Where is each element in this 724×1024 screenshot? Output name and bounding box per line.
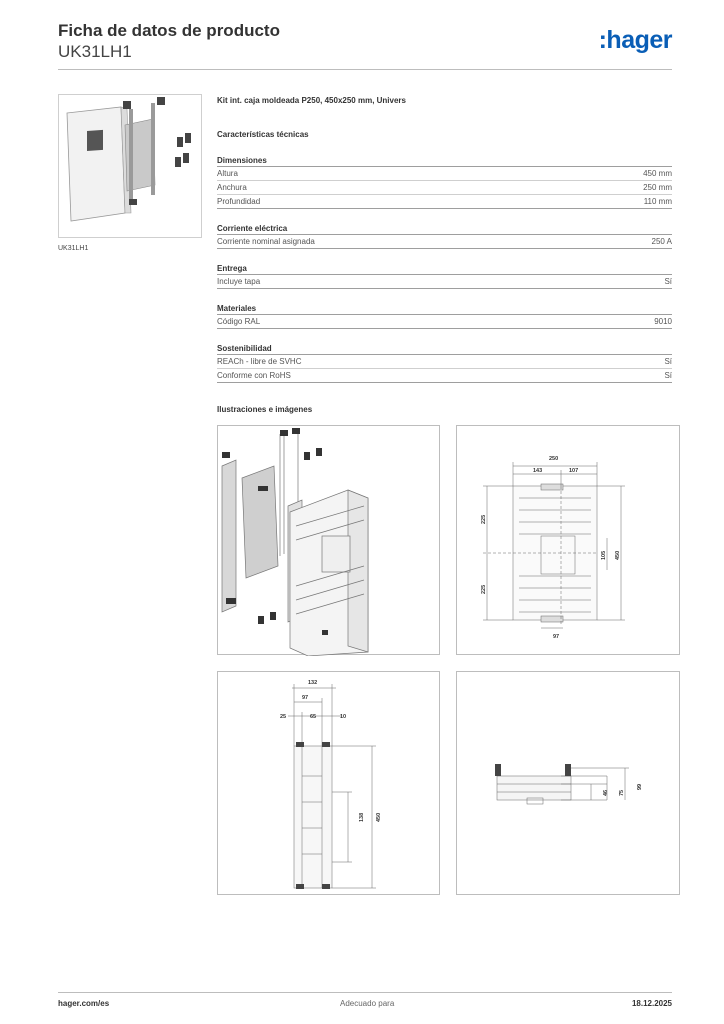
spec-row — [217, 167, 672, 181]
product-reference: UK31LH1 — [58, 42, 132, 61]
spec-row — [217, 315, 672, 329]
dim-c: 10 — [340, 714, 347, 720]
side-dimension-drawing — [217, 671, 440, 895]
dim-lower: 225 — [481, 584, 487, 594]
dim-mid: 97 — [302, 695, 309, 701]
spec-label: Conforme con RoHS — [217, 371, 291, 380]
spec-row — [217, 355, 672, 369]
spec-section-electrical — [217, 223, 672, 249]
dim-bottom: 97 — [553, 634, 560, 640]
dim-top: 132 — [308, 680, 318, 686]
footer-website[interactable]: hager.com/es — [58, 999, 110, 1008]
section-title: Dimensiones — [217, 155, 672, 167]
spec-value: 250 A — [651, 237, 672, 246]
spec-label: Incluye tapa — [217, 277, 261, 286]
spec-value: Sí — [664, 357, 672, 366]
spec-panel — [217, 94, 672, 383]
section-title: Sostenibilidad — [217, 343, 672, 355]
spec-section-dimensions — [217, 155, 672, 209]
spec-row — [217, 275, 672, 289]
section-title: Corriente eléctrica — [217, 223, 672, 235]
spec-value: Sí — [664, 371, 672, 380]
footer-suitable-for: Adecuado para — [340, 999, 395, 1008]
spec-label: Código RAL — [217, 317, 261, 326]
dim-height: 450 — [615, 550, 621, 560]
spec-label: REACh - libre de SVHC — [217, 357, 302, 366]
spec-section-sustainability — [217, 343, 672, 383]
spec-row — [217, 195, 672, 209]
dim-upper: 225 — [481, 514, 487, 524]
exploded-view-image — [217, 425, 440, 655]
dim-width: 250 — [549, 456, 559, 462]
spec-value: Sí — [664, 277, 672, 286]
spec-section-materials — [217, 303, 672, 329]
dim-b: 65 — [310, 714, 317, 720]
specs-heading: Características técnicas — [217, 130, 309, 139]
dim-d2: 75 — [619, 789, 625, 796]
product-image — [58, 94, 202, 238]
spec-value: 110 mm — [643, 197, 672, 206]
spec-row — [217, 369, 672, 383]
dim-d1: 46 — [603, 789, 609, 796]
spec-value: 9010 — [654, 317, 672, 326]
dim-a: 25 — [280, 714, 287, 720]
dim-inner-side: 138 — [359, 812, 365, 822]
footer-date: 18.12.2025 — [631, 999, 672, 1008]
dim-d3: 99 — [637, 783, 643, 790]
spec-value: 450 mm — [643, 169, 672, 178]
spec-row — [217, 235, 672, 249]
page-title: Ficha de datos de producto — [58, 21, 280, 40]
page-footer — [58, 992, 672, 1008]
spec-label: Altura — [217, 169, 238, 178]
dim-inner: 105 — [601, 550, 607, 560]
section-title: Entrega — [217, 263, 672, 275]
illustrations-heading: Ilustraciones e imágenes — [217, 405, 313, 414]
dim-height-side: 450 — [376, 812, 382, 822]
hager-logo: :hager — [598, 26, 672, 54]
product-image-caption: UK31LH1 — [58, 245, 89, 252]
dim-left: 143 — [533, 468, 543, 474]
spec-section-delivery — [217, 263, 672, 289]
front-dimension-drawing — [456, 425, 680, 655]
spec-label: Anchura — [217, 183, 247, 192]
page-header — [58, 20, 672, 70]
spec-row — [217, 181, 672, 195]
product-description: Kit int. caja moldeada P250, 450x250 mm, Univers — [217, 96, 406, 105]
spec-label: Corriente nominal asignada — [217, 237, 315, 246]
spec-label: Profundidad — [217, 197, 261, 206]
section-title: Materiales — [217, 303, 672, 315]
dim-right: 107 — [569, 468, 579, 474]
top-dimension-drawing — [456, 671, 680, 895]
spec-value: 250 mm — [643, 183, 672, 192]
